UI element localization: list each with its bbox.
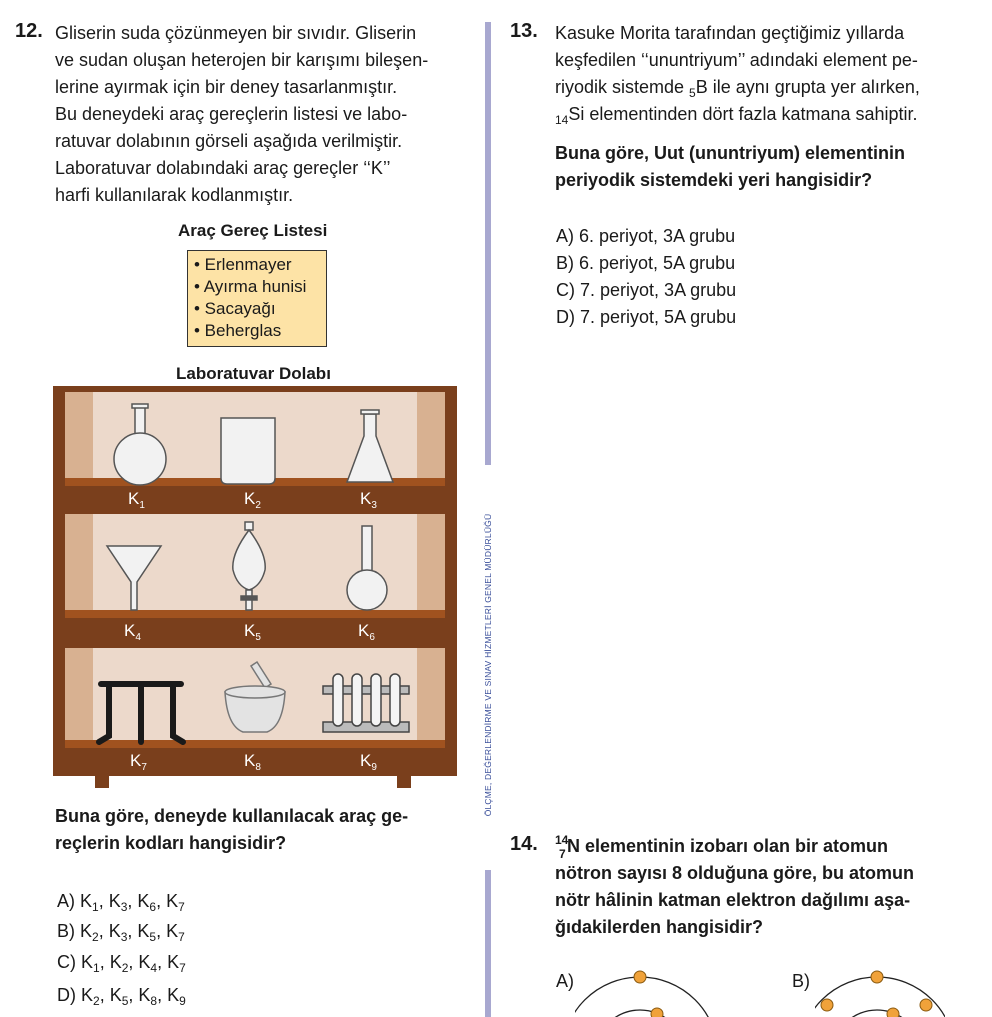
code-label-k7: $K_7$	[130, 751, 147, 773]
code-label-k8: $K_8$	[244, 751, 261, 773]
q12-question-line: Buna göre, deneyde kullanılacak araç ge-	[55, 806, 409, 826]
q12-line: ve sudan oluşan heterojen bir karışımı bileşen-	[55, 50, 429, 70]
q14-line: nötron sayısı 8 olduğuna göre, bu atomun	[555, 863, 915, 883]
q12-number: 12.	[15, 20, 43, 42]
code-label-k3: $K_3$	[360, 489, 377, 511]
q13-number: 13.	[510, 20, 538, 42]
q14-option-a-label[interactable]: A)	[556, 971, 574, 991]
q12-option-d[interactable]: D) $K_2$, $K_5$, $K_8$, $K_9$	[57, 985, 186, 1008]
publisher-side-text-label: ÖLÇME, DEĞERLENDİRME VE SINAV HİZMETLERİ GENEL MÜDÜRLÜĞÜ	[483, 513, 493, 817]
tool-list-item: • Erlenmayer	[194, 255, 292, 274]
q12-line: ratuvar dolabının görseli aşağıda verilmiştir.	[55, 131, 403, 151]
q14-option-b-atom-diagram	[815, 965, 945, 1017]
code-label-k2: $K_2$	[244, 489, 261, 511]
q14-body	[555, 833, 985, 941]
q13-option-d[interactable]: D) 7. periyot, 5A grubu	[556, 307, 737, 327]
q14-line: nötr hâlinin katman elektron dağılımı aşa-	[555, 890, 911, 910]
q14-line: ğıdakilerden hangisidir?	[555, 917, 764, 937]
q13-option-c[interactable]: C) 7. periyot, 3A grubu	[556, 280, 737, 300]
q12-question	[55, 803, 408, 857]
q13-question	[555, 140, 905, 194]
q12-option-a[interactable]: A) $K_1$, $K_3$, $K_6$, $K_7$	[57, 891, 185, 914]
code-label-k4: $K_4$	[124, 621, 141, 643]
column-divider-top	[485, 22, 491, 465]
q13-line: $_{14}$Si elementinden dört fazla katmana sahiptir.	[555, 104, 918, 127]
q12-line: harfi kullanılarak kodlanmıştır.	[55, 185, 294, 205]
tool-list-box	[187, 250, 327, 347]
tool-list-title: Araç Gereç Listesi	[178, 221, 328, 240]
q13-line: Kasuke Morita tarafından geçtiğimiz yıllarda	[555, 23, 905, 43]
q12-line: Bu deneydeki araç gereçlerin listesi ve labo-	[55, 104, 408, 124]
q14-line-1: 14 7 N elementinin izobarı olan bir atomun	[555, 833, 889, 861]
tripod-stand-icon	[99, 684, 183, 742]
q12-line: Gliserin suda çözünmeyen bir sıvıdır. Gliserin	[55, 23, 417, 43]
lab-cabinet-illustration	[53, 386, 457, 790]
q12-option-b[interactable]: B) $K_2$, $K_3$, $K_5$, $K_7$	[57, 921, 185, 944]
q13-body	[555, 20, 985, 128]
q12-question-line: reçlerin kodları hangisidir?	[55, 833, 287, 853]
q13-option-a[interactable]: A) 6. periyot, 3A grubu	[556, 226, 736, 246]
tool-list-item: • Ayırma hunisi	[194, 277, 307, 296]
publisher-side-text	[477, 465, 499, 865]
code-label-k5: $K_5$	[244, 621, 261, 643]
q14-number: 14.	[510, 833, 538, 855]
tool-list-item: • Beherglas	[194, 321, 282, 340]
beaker-icon	[221, 418, 275, 484]
q12-line: lerine ayırmak için bir deney tasarlanmıştır.	[55, 77, 398, 97]
cabinet-title: Laboratuvar Dolabı	[176, 364, 331, 383]
code-label-k6: $K_6$	[358, 621, 375, 643]
tool-list-item: • Sacayağı	[194, 299, 276, 318]
code-label-k9: $K_9$	[360, 751, 377, 773]
code-label-k1: $K_1$	[128, 489, 145, 511]
q13-line: riyodik sistemde $_5$B ile aynı grupta yer alırken,	[555, 77, 920, 100]
q13-option-b[interactable]: B) 6. periyot, 5A grubu	[556, 253, 736, 273]
q13-question-line: periyodik sistemdeki yeri hangisidir?	[555, 170, 873, 190]
q14-option-b-label[interactable]: B)	[792, 971, 810, 991]
q14-option-a-atom-diagram	[575, 965, 715, 1017]
q13-question-line: Buna göre, Uut (ununtriyum) elementinin	[555, 143, 905, 163]
q12-body	[55, 20, 475, 209]
column-divider-bottom	[485, 870, 491, 1017]
q12-option-c[interactable]: C) $K_1$, $K_2$, $K_4$, $K_7$	[57, 952, 186, 975]
q13-line: keşfedilen ‘‘ununtriyum’’ adındaki element pe-	[555, 50, 918, 70]
q12-line: Laboratuvar dolabındaki araç gereçler ‘‘K’’	[55, 158, 391, 178]
